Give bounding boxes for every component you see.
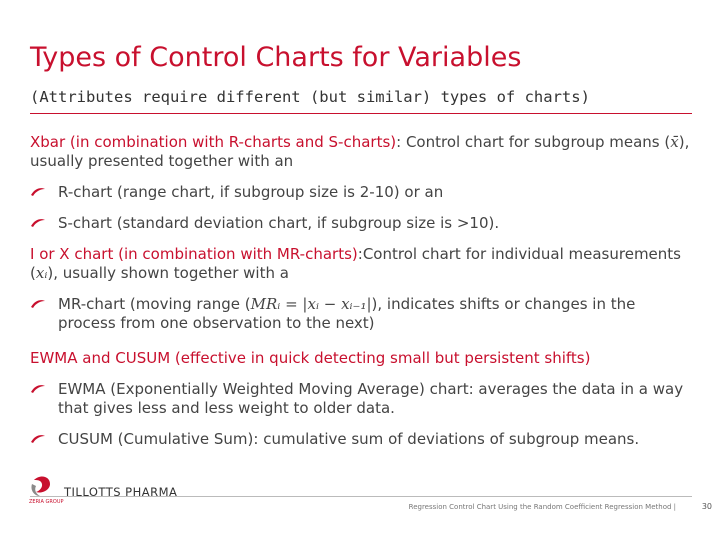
title-divider	[30, 113, 692, 114]
mr-formula: MRᵢ = |xᵢ − xᵢ₋₁|	[250, 295, 372, 313]
swoosh-bullet-icon	[30, 384, 46, 394]
slide-title: Types of Control Charts for Variables	[30, 42, 522, 73]
swoosh-bullet-icon	[30, 187, 46, 197]
ix-paragraph	[30, 245, 695, 283]
logo-wordmark: TILLOTTS PHARMA	[64, 485, 178, 499]
slide-subtitle: (Attributes require different (but similar) types of charts)	[30, 88, 590, 106]
xbar-heading: Xbar (in combination with R-charts and S-charts)	[30, 133, 397, 151]
ix-tail: ), usually shown together with a	[47, 264, 289, 282]
bullet-cusum	[30, 430, 695, 449]
bullet-s-text: S-chart (standard deviation chart, if subgroup size is >10).	[58, 214, 500, 232]
page-number: 30	[701, 502, 712, 511]
xbar-paragraph	[30, 133, 695, 171]
footer-caption: Regression Control Chart Using the Random Coefficient Regression Method |	[408, 503, 676, 511]
xbar-symbol: x̄	[670, 133, 679, 151]
bullet-mr-text-start: MR-chart (moving range (	[58, 295, 251, 313]
bullet-cusum-text: CUSUM (Cumulative Sum): cumulative sum of deviations of subgroup means.	[58, 430, 640, 448]
ix-description: :Control chart for individual measurements (	[30, 245, 681, 282]
logo-subtext: ZERIA GROUP	[29, 499, 64, 505]
bullet-ewma-text: EWMA (Exponentially Weighted Moving Average) chart: averages the data in a way that gives less and less weight to older data.	[58, 380, 684, 417]
ewma-cusum-heading: EWMA and CUSUM (effective in quick detecting small but persistent shifts)	[30, 349, 591, 367]
ix-symbol: xᵢ	[35, 264, 48, 282]
swoosh-bullet-icon	[30, 218, 46, 228]
bullet-mr-text-end: ), indicates shifts or changes in the process from one observation to the next)	[58, 295, 636, 332]
ix-heading: I or X chart (in combination with MR-charts)	[30, 245, 358, 263]
swoosh-bullet-icon	[30, 299, 46, 309]
slide-body	[30, 133, 695, 449]
bullet-r-text: R-chart (range chart, if subgroup size is 2-10) or an	[58, 183, 444, 201]
bullet-s-chart	[30, 214, 695, 233]
xbar-description: : Control chart for subgroup means (	[396, 133, 671, 151]
xbar-tail: ), usually presented together with an	[30, 133, 690, 170]
bullet-mr-chart	[30, 295, 695, 333]
bullet-r-chart	[30, 183, 695, 202]
ewma-cusum-paragraph	[30, 349, 695, 368]
bullet-ewma	[30, 380, 695, 418]
swoosh-bullet-icon	[30, 434, 46, 444]
